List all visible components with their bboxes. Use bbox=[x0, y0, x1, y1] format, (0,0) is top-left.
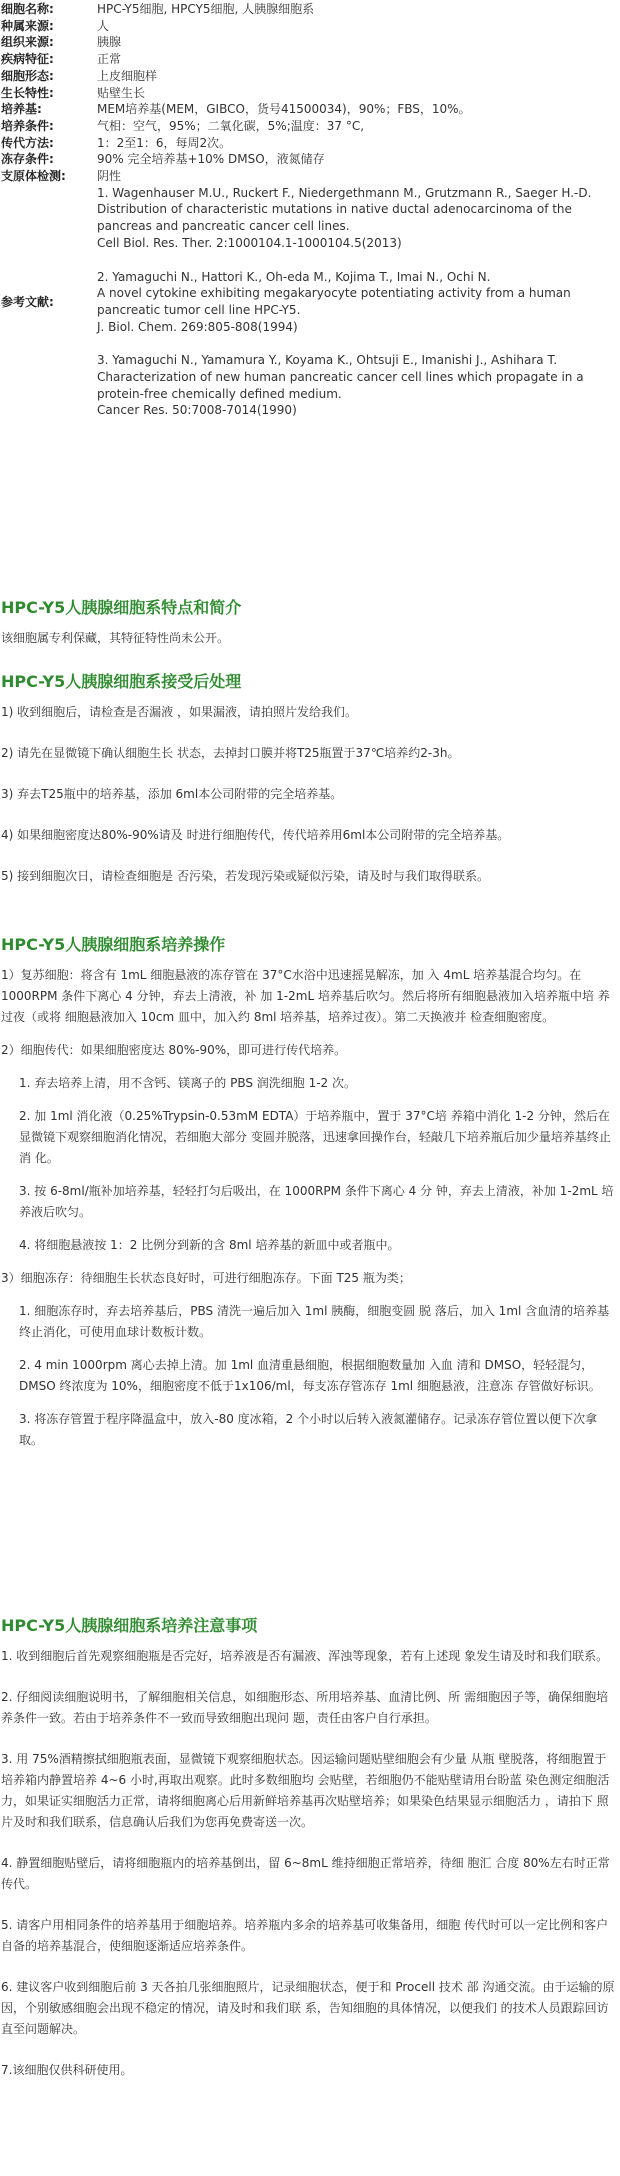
info-row bbox=[1, 1, 617, 18]
info-label: 支原体检测: bbox=[1, 169, 66, 184]
section-paragraph: 2. 仔细阅读细胞说明书，了解细胞相关信息，如细胞形态、所用培养基、血清比例、所 需细胞因子等，确保细胞培养条件一致。若由于培养条件不一致而导致细胞出现问 题，责任由客户自行承担。 bbox=[1, 1690, 609, 1725]
section-paragraph: 5. 请客户用相同条件的培养基用于细胞培养。培养瓶内多余的培养基可收集备用，细胞 传代时可以一定比例和客户自备的培养基混合，使细胞逐渐适应培养条件。 bbox=[1, 1918, 609, 1953]
info-label: 冻存条件: bbox=[1, 152, 54, 167]
info-label: 生长特性: bbox=[1, 85, 54, 100]
info-label: 种属来源: bbox=[1, 18, 54, 33]
info-row bbox=[1, 18, 617, 35]
section-paragraph: 4. 将细胞悬液按 1：2 比例分到新的含 8ml 培养基的新皿中或者瓶中。 bbox=[19, 1238, 400, 1252]
section-paragraph: 2）细胞传代：如果细胞密度达 80%-90%，即可进行传代培养。 bbox=[1, 1043, 347, 1057]
info-value: 90% 完全培养基+10% DMSO，液氮储存 bbox=[97, 152, 325, 167]
references-row bbox=[1, 185, 617, 419]
info-value: 胰腺 bbox=[97, 35, 122, 50]
reference-line: J. Biol. Chem. 269:805-808(1994) bbox=[97, 319, 298, 334]
reference-line: A novel cytokine exhibiting megakaryocyte potentiating activity from a human pancreatic tumor cell line HPC-Y5. bbox=[97, 286, 571, 317]
section-paragraph: 5) 接到细胞次日，请检查细胞是 否污染，若发现污染或疑似污染，请及时与我们取得联系。 bbox=[1, 869, 489, 883]
reference-line: Cell Biol. Res. Ther. 2:1000104.1-1000104.5(2013) bbox=[97, 235, 402, 250]
section-paragraph: 3. 按 6-8ml/瓶补加培养基，轻轻打匀后吸出，在 1000RPM 条件下离心 4 分 钟，弃去上清液，补加 1-2mL 培养液后吹匀。 bbox=[19, 1184, 614, 1219]
info-value: HPC-Y5细胞, HPCY5细胞, 人胰腺细胞系 bbox=[97, 2, 315, 16]
reference-spacer bbox=[97, 335, 617, 352]
section-paragraph: 该细胞属专利保藏，其特征特性尚未公开。 bbox=[1, 631, 230, 645]
reference-line: 2. Yamaguchi N., Hattori K., Oh-eda M., Kojima T., Imai N., Ochi N. bbox=[97, 269, 491, 284]
info-value: 气相：空气，95%；二氧化碳，5%;温度：37 °C, bbox=[97, 118, 365, 133]
section-paragraph: 1. 细胞冻存时，弃去培养基后，PBS 清洗一遍后加入 1ml 胰酶，细胞变圆 脱 落后，加入 1ml 含血清的培养基终止消化，可使用血球计数板计数。 bbox=[19, 1304, 610, 1339]
info-row bbox=[1, 168, 617, 185]
reference-line: 3. Yamaguchi N., Yamamura Y., Koyama K., Ohtsuji E., Imanishi J., Ashihara T. bbox=[97, 353, 558, 368]
info-label: 组织来源: bbox=[1, 35, 54, 50]
section-paragraph: 4) 如果细胞密度达80%-90%请及 时进行细胞传代，传代培养用6ml本公司附带的完全培养基。 bbox=[1, 828, 510, 842]
section-paragraph: 2. 4 min 1000rpm 离心去掉上清。加 1ml 血清重悬细胞，根据细胞数量加 入血 清和 DMSO，轻轻混匀，DMSO 终浓度为 10%，细胞密度不低于1x106/ml，每支冻存管冻存 1ml 细胞悬液，注意冻 存管做好标识。 bbox=[19, 1358, 601, 1393]
section-intro bbox=[1, 598, 617, 649]
info-row bbox=[1, 51, 617, 68]
info-label: 疾病特征: bbox=[1, 52, 54, 67]
info-value: 正常 bbox=[97, 52, 122, 67]
section-post-receipt bbox=[1, 672, 617, 887]
section-paragraph: 2) 请先在显微镜下确认细胞生长 状态，去掉封口膜并将T25瓶置于37℃培养约2-3h。 bbox=[1, 746, 460, 760]
info-label: 培养基: bbox=[1, 102, 42, 117]
section-paragraph: 1）复苏细胞：将含有 1mL 细胞悬液的冻存管在 37°C水浴中迅速摇晃解冻，加 入 4mL 培养基混合均匀。在 1000RPM 条件下离心 4 分钟，弃去上清液，补 加 1-2mL 培养基后吹匀。然后将所有细胞悬液加入培养瓶中培 养过夜（或将 细胞悬液加入 10cm 皿中，加入约 8ml 培养基，培养过夜）。第二天换液并 检查细胞密度。 bbox=[1, 968, 610, 1024]
section-paragraph: 1. 收到细胞后首先观察细胞瓶是否完好，培养液是否有漏液、浑浊等现象，若有上述现 象发生请及时和我们联系。 bbox=[1, 1649, 609, 1663]
reference-entry bbox=[97, 269, 617, 336]
section-paragraph: 4. 静置细胞贴壁后，请将细胞瓶内的培养基倒出，留 6~8mL 维持细胞正常培养，待细 胞汇 合度 80%左右时正常传代。 bbox=[1, 1856, 610, 1891]
reference-spacer bbox=[97, 252, 617, 269]
section-title: HPC-Y5人胰腺细胞系特点和简介 bbox=[1, 598, 242, 617]
section-paragraph: 1) 收到细胞后，请检查是否漏液 ，如果漏液，请拍照片发给我们。 bbox=[1, 705, 357, 719]
info-value: 1：2至1：6，每周2次。 bbox=[97, 135, 232, 150]
info-label: 细胞形态: bbox=[1, 68, 54, 83]
info-row bbox=[1, 101, 617, 118]
reference-line: 1. Wagenhauser M.U., Ruckert F., Niedergethmann M., Grutzmann R., Saeger H.-D. bbox=[97, 185, 592, 200]
info-row bbox=[1, 34, 617, 51]
info-value: 人 bbox=[97, 18, 110, 33]
section-paragraph: 7.该细胞仅供科研使用。 bbox=[1, 2063, 133, 2077]
info-label: 培养条件: bbox=[1, 118, 54, 133]
section-title: HPC-Y5人胰腺细胞系接受后处理 bbox=[1, 672, 242, 691]
reference-line: Distribution of characteristic mutations in native ductal adenocarcinoma of the pancreas and pancreatic cancer cell lines. bbox=[97, 202, 572, 234]
section-paragraph: 3. 用 75%酒精擦拭细胞瓶表面，显微镜下观察细胞状态。因运输问题贴壁细胞会有少量 从瓶 壁脱落，将细胞置于培养箱内静置培养 4~6 小时,再取出观察。此时多数细胞均 会贴壁，若细胞仍不能贴壁请用台盼蓝 染色测定细胞活力，如果证实细胞活力正常，请将细胞离心后用新鲜培养基再次贴壁培养；如果染色结果显示细胞活力 ，请拍下 照片及时和我们联系，信息确认后我们为您再免费寄送一次。 bbox=[1, 1752, 610, 1829]
reference-entry bbox=[97, 185, 617, 252]
section-paragraph: 3）细胞冻存：待细胞生长状态良好时，可进行细胞冻存。下面 T25 瓶为类； bbox=[1, 1271, 411, 1285]
reference-line: Characterization of new human pancreatic cancer cell lines which propagate in a protein-free chemically defined medium. bbox=[97, 370, 584, 401]
cell-info-table bbox=[1, 1, 617, 419]
info-row bbox=[1, 151, 617, 168]
reference-entry bbox=[97, 352, 617, 419]
info-row bbox=[1, 118, 617, 135]
references-label: 参考文献: bbox=[1, 294, 54, 309]
info-row bbox=[1, 68, 617, 85]
section-title: HPC-Y5人胰腺细胞系培养操作 bbox=[1, 935, 226, 954]
section-title: HPC-Y5人胰腺细胞系培养注意事项 bbox=[1, 1616, 258, 1635]
section-paragraph: 1. 弃去培养上清，用不含钙、镁离子的 PBS 润洗细胞 1-2 次。 bbox=[19, 1076, 356, 1090]
references-list bbox=[97, 185, 617, 419]
section-culture-operation bbox=[1, 935, 617, 1451]
section-paragraph: 3) 弃去T25瓶中的培养基，添加 6ml本公司附带的完全培养基。 bbox=[1, 787, 343, 801]
reference-line: Cancer Res. 50:7008-7014(1990) bbox=[97, 403, 297, 418]
info-value: 贴壁生长 bbox=[97, 85, 146, 100]
info-label: 细胞名称: bbox=[1, 2, 54, 16]
info-value: 上皮细胞样 bbox=[97, 68, 158, 83]
section-paragraph: 6. 建议客户收到细胞后前 3 天各拍几张细胞照片，记录细胞状态，便于和 Procell 技术 部 沟通交流。由于运输的原因，个别敏感细胞会出现不稳定的情况，请及时和我们联 系，告知细胞的具体情况，以便我们 的技术人员跟踪回访直至问题解决。 bbox=[1, 1980, 615, 2036]
info-row bbox=[1, 135, 617, 152]
section-culture-notes bbox=[1, 1616, 617, 2081]
section-paragraph: 3. 将冻存管置于程序降温盒中，放入-80 度冰箱，2 个小时以后转入液氮灌储存。记录冻存管位置以便下次拿取。 bbox=[19, 1412, 598, 1447]
section-paragraph: 2. 加 1ml 消化液（0.25%Trypsin-0.53mM EDTA）于培养瓶中，置于 37°C培 养箱中消化 1-2 分钟，然后在显微镜下观察细胞消化情况，若细胞大部分 变圆并脱落，迅速拿回操作台，轻敲几下培养瓶后加少量培养基终止消 化。 bbox=[19, 1109, 611, 1165]
info-value: 阴性 bbox=[97, 169, 122, 184]
info-row bbox=[1, 85, 617, 102]
info-label: 传代方法: bbox=[1, 135, 54, 150]
info-value: MEM培养基(MEM，GIBCO，货号41500034)，90%；FBS，10%。 bbox=[97, 102, 471, 117]
